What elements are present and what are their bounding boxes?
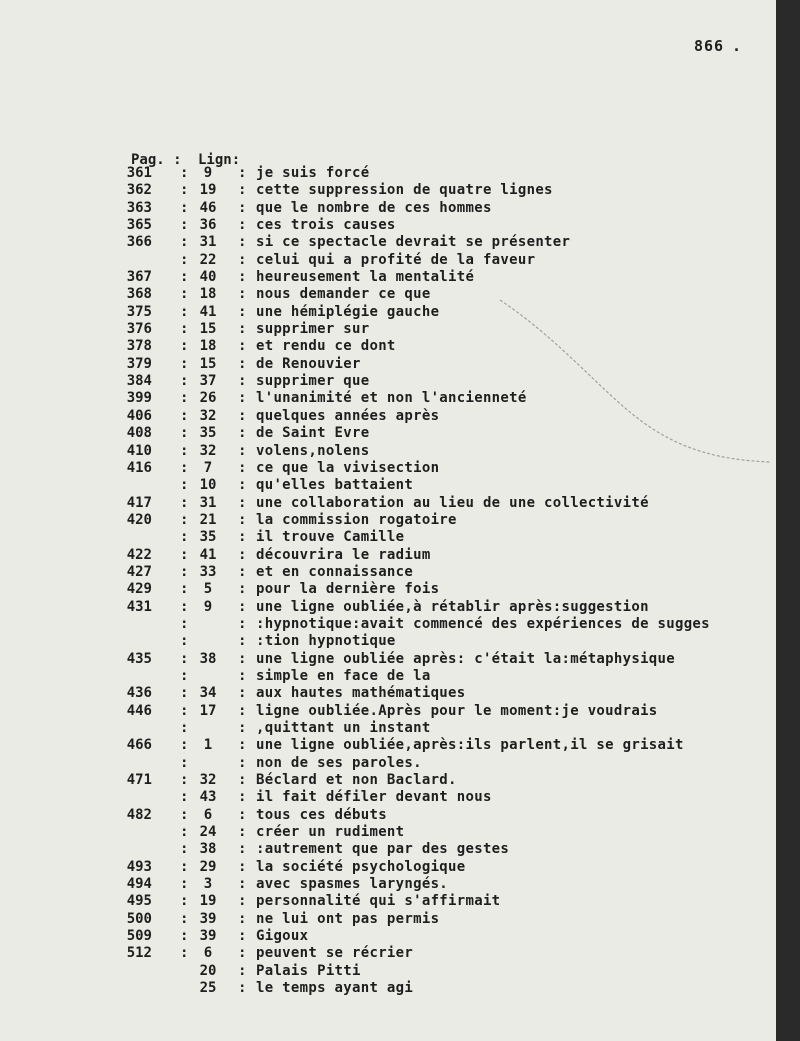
correction-text: non de ses paroles.: [256, 754, 422, 771]
errata-entry: [0, 720, 776, 737]
page-ref: 420: [126, 511, 152, 528]
errata-entry: [0, 685, 776, 702]
line-ref: 32: [199, 772, 217, 789]
header-pag: Pag. :: [131, 152, 182, 168]
errata-entry: [0, 755, 776, 772]
line-ref: 46: [199, 199, 217, 216]
errata-entry: [0, 945, 776, 962]
errata-entry: [0, 165, 776, 182]
separator-colon: :: [238, 338, 247, 355]
errata-entry: [0, 807, 776, 824]
errata-entry: [0, 356, 776, 373]
errata-entry: [0, 581, 776, 598]
separator-colon: :: [180, 459, 189, 476]
line-ref: 3: [203, 876, 213, 893]
correction-text: cette suppression de quatre lignes: [256, 182, 553, 199]
errata-entry: [0, 338, 776, 355]
page-ref: 408: [126, 425, 152, 442]
page-ref: 466: [126, 737, 152, 754]
separator-colon: :: [238, 563, 247, 580]
page-ref: 366: [126, 234, 152, 251]
separator-colon: :: [238, 824, 247, 841]
separator-colon: :: [180, 720, 189, 736]
line-ref: 18: [199, 338, 217, 355]
separator-colon: :: [180, 425, 189, 442]
correction-text: si ce spectacle devrait se présenter: [256, 234, 571, 251]
separator-colon: :: [238, 546, 247, 563]
page-number-dot: .: [732, 37, 742, 55]
correction-text: l'unanimité et non l'ancienneté: [256, 390, 527, 407]
separator-colon: :: [238, 806, 247, 823]
separator-colon: :: [238, 442, 247, 459]
separator-colon: :: [180, 702, 189, 719]
line-ref: 10: [199, 477, 217, 494]
errata-entry: [0, 703, 776, 720]
separator-colon: :: [238, 425, 247, 442]
separator-colon: :: [180, 373, 189, 390]
separator-colon: :: [180, 303, 189, 320]
correction-text: :autrement que par des gestes: [256, 841, 510, 858]
separator-colon: :: [180, 789, 189, 806]
errata-entry: [0, 616, 776, 633]
separator-colon: :: [180, 685, 189, 702]
separator-colon: :: [238, 529, 247, 546]
correction-text: la commission rogatoire: [256, 511, 457, 528]
errata-entry: [0, 963, 776, 980]
separator-colon: :: [238, 633, 247, 650]
correction-text: :hypnotique:avait commencé des expériences de sugges: [256, 615, 710, 632]
separator-colon: :: [238, 407, 247, 424]
correction-text: tous ces débuts: [256, 806, 387, 823]
line-ref: 34: [199, 685, 217, 702]
correction-text: avec spasmes laryngés.: [256, 876, 449, 893]
separator-colon: :: [180, 581, 189, 598]
line-ref: 6: [203, 945, 213, 962]
separator-colon: :: [238, 893, 247, 910]
page-ref: 367: [126, 269, 152, 286]
errata-entry: [0, 824, 776, 841]
correction-text: une ligne oubliée,après:ils parlent,il se grisait: [256, 737, 684, 754]
separator-colon: :: [238, 511, 247, 528]
correction-text: une ligne oubliée après: c'était la:métaphysique: [256, 650, 675, 667]
separator-colon: :: [180, 546, 189, 563]
separator-colon: :: [238, 303, 247, 320]
separator-colon: :: [238, 737, 247, 754]
separator-colon: :: [180, 598, 189, 615]
separator-colon: :: [238, 772, 247, 789]
separator-colon: :: [238, 477, 247, 494]
page-ref: 482: [126, 806, 152, 823]
line-ref: 15: [199, 355, 217, 372]
correction-text: découvrira le radium: [256, 546, 431, 563]
page-ref: 376: [126, 321, 152, 338]
page-ref: 435: [126, 650, 152, 667]
line-ref: 35: [199, 425, 217, 442]
separator-colon: :: [238, 685, 247, 702]
errata-entry: [0, 893, 776, 910]
line-ref: 40: [199, 269, 217, 286]
page-ref: 493: [126, 858, 152, 875]
separator-colon: :: [180, 650, 189, 667]
separator-colon: :: [180, 321, 189, 338]
separator-colon: :: [238, 615, 247, 632]
separator-colon: :: [238, 598, 247, 615]
correction-text: heureusement la mentalité: [256, 269, 475, 286]
correction-text: ligne oubliée.Après pour le moment:je voudrais: [256, 702, 658, 719]
line-ref: 19: [199, 893, 217, 910]
errata-entry: [0, 599, 776, 616]
errata-entry: [0, 390, 776, 407]
errata-entry: [0, 789, 776, 806]
correction-text: créer un rudiment: [256, 824, 405, 841]
separator-colon: :: [180, 286, 189, 303]
errata-entry: [0, 425, 776, 442]
line-ref: 5: [203, 581, 213, 598]
correction-text: il fait défiler devant nous: [256, 789, 492, 806]
line-ref: 39: [199, 928, 217, 945]
separator-colon: :: [238, 581, 247, 598]
separator-colon: :: [238, 182, 247, 199]
line-ref: 41: [199, 546, 217, 563]
separator-colon: :: [180, 182, 189, 199]
errata-entry: [0, 841, 776, 858]
errata-entry: [0, 200, 776, 217]
line-ref: 35: [199, 529, 217, 546]
page-ref: 363: [126, 199, 152, 216]
errata-list: [0, 165, 776, 998]
line-ref: 9: [203, 165, 213, 181]
line-ref: 32: [199, 407, 217, 424]
separator-colon: :: [180, 824, 189, 841]
errata-entry: [0, 477, 776, 494]
errata-entry: [0, 443, 776, 460]
separator-colon: :: [180, 806, 189, 823]
errata-entry: [0, 928, 776, 945]
errata-entry: [0, 651, 776, 668]
page-ref: 446: [126, 702, 152, 719]
line-ref: 17: [199, 702, 217, 719]
separator-colon: :: [180, 234, 189, 251]
page-ref: 494: [126, 876, 152, 893]
separator-colon: :: [180, 251, 189, 268]
separator-colon: :: [238, 251, 247, 268]
line-ref: 31: [199, 494, 217, 511]
separator-colon: :: [180, 442, 189, 459]
separator-colon: :: [238, 754, 247, 771]
line-ref: 38: [199, 841, 217, 858]
line-ref: 33: [199, 563, 217, 580]
line-ref: 9: [203, 598, 213, 615]
separator-colon: :: [180, 928, 189, 945]
page-ref: 410: [126, 442, 152, 459]
errata-entry: [0, 633, 776, 650]
correction-text: que le nombre de ces hommes: [256, 199, 492, 216]
separator-colon: :: [238, 390, 247, 407]
separator-colon: :: [180, 511, 189, 528]
correction-text: personnalité qui s'affirmait: [256, 893, 501, 910]
separator-colon: :: [180, 338, 189, 355]
line-ref: 38: [199, 650, 217, 667]
correction-text: supprimer que: [256, 373, 370, 390]
page-ref: 362: [126, 182, 152, 199]
errata-entry: [0, 286, 776, 303]
page-ref: 427: [126, 563, 152, 580]
correction-text: aux hautes mathématiques: [256, 685, 466, 702]
errata-entry: [0, 512, 776, 529]
separator-colon: :: [180, 754, 189, 771]
correction-text: le temps ayant agi: [256, 980, 414, 997]
page-ref: 471: [126, 772, 152, 789]
separator-colon: :: [180, 390, 189, 407]
line-ref: 26: [199, 390, 217, 407]
separator-colon: :: [180, 893, 189, 910]
correction-text: Palais Pitti: [256, 962, 361, 979]
errata-entry: [0, 529, 776, 546]
page-ref: 375: [126, 303, 152, 320]
page-ref: 429: [126, 581, 152, 598]
separator-colon: :: [238, 494, 247, 511]
errata-entry: [0, 252, 776, 269]
correction-text: celui qui a profité de la faveur: [256, 251, 536, 268]
separator-colon: :: [238, 945, 247, 962]
separator-colon: :: [238, 199, 247, 216]
header-lign: Lign:: [198, 152, 241, 168]
page-ref: 509: [126, 928, 152, 945]
line-ref: 39: [199, 910, 217, 927]
errata-entry: [0, 217, 776, 234]
line-ref: 6: [203, 806, 213, 823]
separator-colon: :: [238, 459, 247, 476]
separator-colon: :: [180, 910, 189, 927]
errata-entry: [0, 859, 776, 876]
line-ref: 22: [199, 251, 217, 268]
separator-colon: :: [180, 529, 189, 546]
correction-text: qu'elles battaient: [256, 477, 414, 494]
correction-text: pour la dernière fois: [256, 581, 440, 598]
line-ref: 37: [199, 373, 217, 390]
separator-colon: :: [180, 615, 189, 632]
correction-text: ,quittant un instant: [256, 720, 431, 736]
separator-colon: :: [180, 772, 189, 789]
line-ref: 41: [199, 303, 217, 320]
errata-entry: [0, 373, 776, 390]
separator-colon: :: [180, 737, 189, 754]
separator-colon: :: [238, 980, 247, 997]
correction-text: quelques années après: [256, 407, 440, 424]
separator-colon: :: [238, 165, 247, 181]
line-ref: 25: [199, 980, 217, 997]
correction-text: nous demander ce que: [256, 286, 431, 303]
correction-text: Gigoux: [256, 928, 309, 945]
errata-entry: [0, 876, 776, 893]
separator-colon: :: [238, 355, 247, 372]
separator-colon: :: [180, 355, 189, 372]
separator-colon: :: [238, 217, 247, 234]
line-ref: 15: [199, 321, 217, 338]
line-ref: 19: [199, 182, 217, 199]
separator-colon: :: [180, 633, 189, 650]
page-ref: 417: [126, 494, 152, 511]
correction-text: ne lui ont pas permis: [256, 910, 440, 927]
separator-colon: :: [180, 494, 189, 511]
errata-entry: [0, 460, 776, 477]
correction-text: de Saint Evre: [256, 425, 370, 442]
line-ref: 7: [203, 459, 213, 476]
line-ref: 18: [199, 286, 217, 303]
separator-colon: :: [238, 841, 247, 858]
page-number: 866: [694, 37, 725, 55]
line-ref: 32: [199, 442, 217, 459]
correction-text: une hémiplégie gauche: [256, 303, 440, 320]
errata-entry: [0, 668, 776, 685]
correction-text: ces trois causes: [256, 217, 396, 234]
separator-colon: :: [180, 199, 189, 216]
errata-entry: [0, 737, 776, 754]
correction-text: une ligne oubliée,à rétablir après:suggestion: [256, 598, 649, 615]
separator-colon: :: [238, 667, 247, 684]
separator-colon: :: [238, 373, 247, 390]
errata-entry: [0, 911, 776, 928]
correction-text: supprimer sur: [256, 321, 370, 338]
correction-text: de Renouvier: [256, 355, 361, 372]
line-ref: 43: [199, 789, 217, 806]
errata-entry: [0, 182, 776, 199]
separator-colon: :: [180, 841, 189, 858]
page-ref: 384: [126, 373, 152, 390]
separator-colon: :: [238, 321, 247, 338]
line-ref: 1: [203, 737, 213, 754]
page-ref: 500: [126, 910, 152, 927]
line-ref: 31: [199, 234, 217, 251]
page-ref: 368: [126, 286, 152, 303]
page-ref: 495: [126, 893, 152, 910]
correction-text: je suis forcé: [256, 165, 370, 181]
separator-colon: :: [238, 650, 247, 667]
separator-colon: :: [238, 962, 247, 979]
errata-entry: [0, 234, 776, 251]
line-ref: 21: [199, 511, 217, 528]
separator-colon: :: [238, 928, 247, 945]
separator-colon: :: [180, 876, 189, 893]
line-ref: 24: [199, 824, 217, 841]
separator-colon: :: [238, 876, 247, 893]
page-ref: 422: [126, 546, 152, 563]
separator-colon: :: [180, 667, 189, 684]
errata-entry: [0, 980, 776, 997]
correction-text: Béclard et non Baclard.: [256, 772, 457, 789]
correction-text: une collaboration au lieu de une collectivité: [256, 494, 649, 511]
line-ref: 29: [199, 858, 217, 875]
errata-entry: [0, 772, 776, 789]
correction-text: volens,nolens: [256, 442, 370, 459]
separator-colon: :: [180, 217, 189, 234]
page-ref: 406: [126, 407, 152, 424]
separator-colon: :: [180, 945, 189, 962]
errata-entry: [0, 269, 776, 286]
separator-colon: :: [238, 286, 247, 303]
separator-colon: :: [180, 269, 189, 286]
page-ref: 365: [126, 217, 152, 234]
separator-colon: :: [238, 269, 247, 286]
page-ref: 361: [126, 165, 152, 181]
correction-text: et rendu ce dont: [256, 338, 396, 355]
line-ref: 36: [199, 217, 217, 234]
separator-colon: :: [180, 477, 189, 494]
separator-colon: :: [180, 858, 189, 875]
page-ref: 431: [126, 598, 152, 615]
page-ref: 399: [126, 390, 152, 407]
correction-text: il trouve Camille: [256, 529, 405, 546]
separator-colon: :: [180, 563, 189, 580]
separator-colon: :: [238, 234, 247, 251]
page-ref: 512: [126, 945, 152, 962]
errata-entry: [0, 304, 776, 321]
correction-text: simple en face de la: [256, 667, 431, 684]
separator-colon: :: [180, 165, 189, 181]
scan-dark-edge: [776, 0, 800, 1041]
correction-text: et en connaissance: [256, 563, 414, 580]
line-ref: 20: [199, 962, 217, 979]
separator-colon: :: [238, 720, 247, 736]
page-ref: 416: [126, 459, 152, 476]
separator-colon: :: [238, 858, 247, 875]
errata-entry: [0, 564, 776, 581]
separator-colon: :: [238, 910, 247, 927]
errata-entry: [0, 495, 776, 512]
correction-text: la société psychologique: [256, 858, 466, 875]
errata-entry: [0, 547, 776, 564]
separator-colon: :: [180, 407, 189, 424]
separator-colon: :: [238, 789, 247, 806]
separator-colon: :: [238, 702, 247, 719]
errata-entry: [0, 408, 776, 425]
page-ref: 379: [126, 355, 152, 372]
errata-entry: [0, 321, 776, 338]
correction-text: ce que la vivisection: [256, 459, 440, 476]
page-ref: 436: [126, 685, 152, 702]
page-ref: 378: [126, 338, 152, 355]
correction-text: peuvent se récrier: [256, 945, 414, 962]
correction-text: :tion hypnotique: [256, 633, 396, 650]
